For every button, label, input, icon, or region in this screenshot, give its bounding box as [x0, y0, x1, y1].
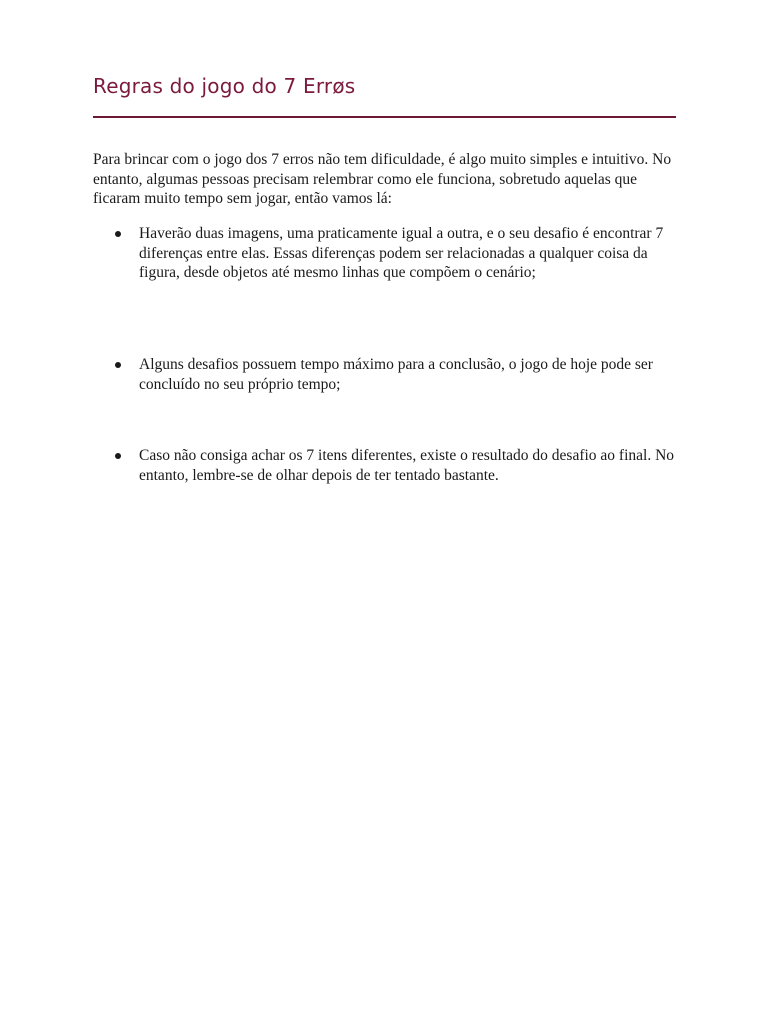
title-divider — [93, 116, 676, 118]
bullet-icon — [115, 453, 121, 459]
rule-text: Alguns desafios possuem tempo máximo para a conclusão, o jogo de hoje pode ser concluído no seu próprio tempo; — [139, 356, 653, 393]
bullet-icon — [115, 362, 121, 368]
rule-text: Haverão duas imagens, uma praticamente igual a outra, e o seu desafio é encontrar 7 diferenças entre elas. Essas diferenças podem ser relacionadas a qualquer coisa da figura, desde objetos até mesmo linhas que compõem o cenário; — [139, 225, 664, 281]
page-title: Regras do jogo do 7 Errøs — [93, 74, 356, 98]
intro-paragraph: Para brincar com o jogo dos 7 erros não tem dificuldade, é algo muito simples e intuitivo. No entanto, algumas pessoas precisam relembrar como ele funciona, sobretudo aquelas que ficaram muito tempo sem jogar, então vamos lá: — [93, 151, 672, 207]
bullet-icon — [115, 231, 121, 237]
rule-text: Caso não consiga achar os 7 itens diferentes, existe o resultado do desafio ao final. No entanto, lembre-se de olhar depois de ter tentado bastante. — [139, 447, 675, 484]
